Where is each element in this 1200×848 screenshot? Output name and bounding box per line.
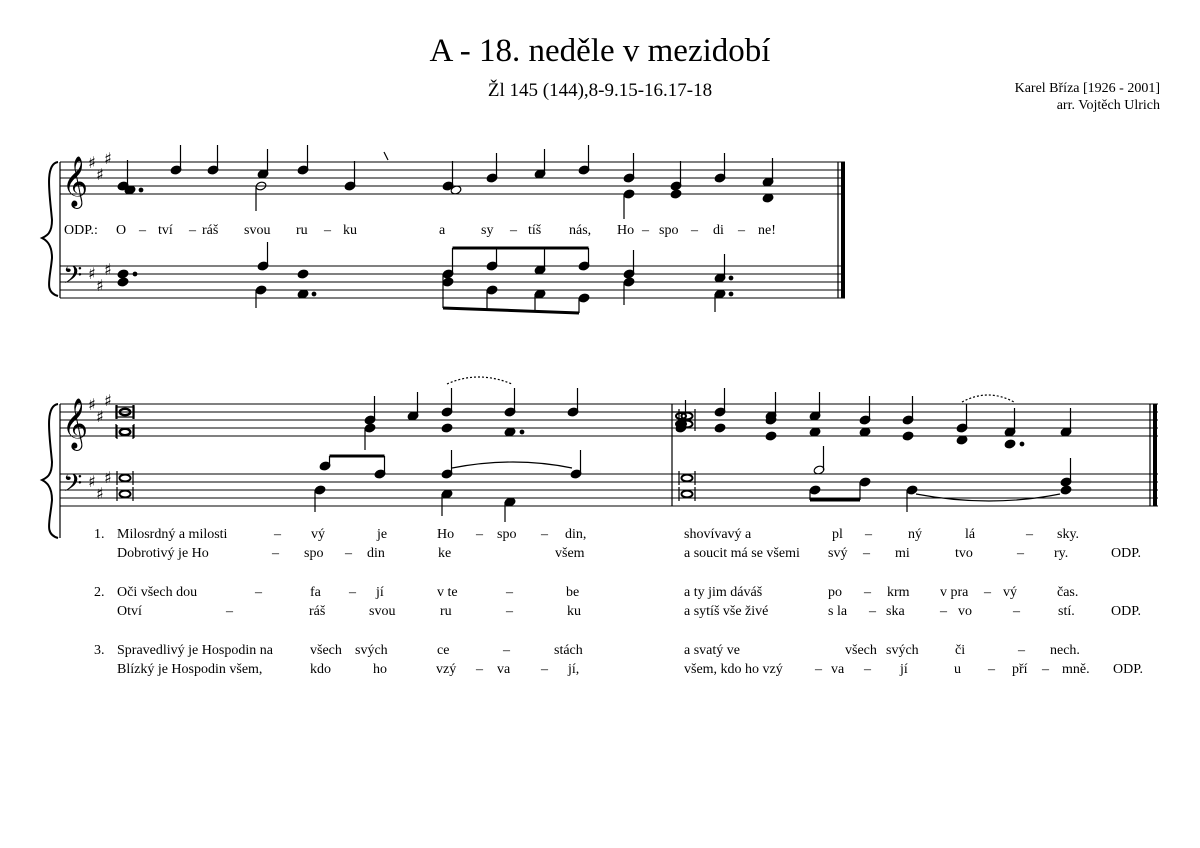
lyric-syllable: ráš — [202, 223, 219, 238]
svg-text:♯: ♯ — [88, 153, 96, 172]
svg-text:♯: ♯ — [88, 472, 96, 491]
svg-text:♯: ♯ — [104, 391, 112, 410]
verse-text: – — [1017, 546, 1024, 561]
verse-text: sky. — [1057, 527, 1080, 542]
verse-text: v pra — [940, 585, 969, 600]
verse-text: din, — [565, 527, 587, 542]
verse-text: va — [831, 662, 845, 677]
brace-icon — [42, 404, 58, 538]
verse-text: mně. — [1062, 662, 1090, 677]
verse-number: 3. — [94, 643, 105, 658]
svg-text:♯: ♯ — [104, 260, 112, 279]
verse-text: – — [940, 604, 947, 619]
response-label: ODP.: — [64, 223, 98, 238]
verse-text: ný — [908, 527, 922, 542]
verse-text: – — [865, 527, 872, 542]
arranger-name: arr. Vojtěch Ulrich — [1056, 98, 1160, 113]
lyric-syllable: – — [642, 223, 649, 238]
verse-text: – — [255, 585, 262, 600]
bass-clef-icon: 𝄢 — [63, 261, 83, 296]
brace-icon — [42, 162, 58, 296]
treble-notes-1 — [117, 145, 774, 219]
verse-text: – — [503, 643, 510, 658]
lyric-syllable: – — [324, 223, 331, 238]
verse-text: – — [541, 527, 548, 542]
lyric-syllable: ku — [343, 223, 357, 238]
key-signature-treble — [88, 391, 112, 426]
verse-text: Milosrdný a milosti — [117, 527, 228, 542]
verse-text: svou — [369, 604, 396, 619]
lyric-syllable: – — [510, 223, 517, 238]
verse-text: po — [828, 585, 842, 600]
treble-notes-2 — [116, 388, 871, 441]
verse-text: pří — [1012, 662, 1028, 677]
treble-clef-icon: 𝄞 — [62, 398, 89, 449]
verse-text: – — [506, 585, 513, 600]
verse-text: jí — [376, 585, 384, 600]
response-cue: ODP. — [1111, 604, 1141, 619]
verse-text: – — [541, 662, 548, 677]
verse-text: svý — [828, 546, 848, 561]
verse-text: be — [566, 585, 580, 600]
lyric-syllable: nás, — [569, 223, 592, 238]
verse-text: Dobrotivý je Ho — [117, 546, 209, 561]
verse-text: – — [863, 546, 870, 561]
verse-text: a svatý ve — [684, 643, 740, 658]
verse-text: lá — [965, 527, 976, 542]
verse-text: mi — [895, 546, 910, 561]
verse-text: Spravedlivý je Hospodin na — [117, 643, 273, 658]
lyric-syllable: – — [139, 223, 146, 238]
verse-text: – — [345, 546, 352, 561]
verse-text: – — [869, 604, 876, 619]
verse-text: v te — [437, 585, 458, 600]
lyric-syllable: – — [691, 223, 698, 238]
psalm-reference: Žl 145 (144),8-9.15-16.17-18 — [487, 80, 713, 101]
verse-text: stách — [554, 643, 583, 658]
verse-text: – — [476, 527, 483, 542]
verse-text: všem — [555, 546, 585, 561]
verse-text: Ho — [437, 527, 455, 542]
page-title: A - 18. neděle v mezidobí — [429, 33, 771, 69]
verse-text: stí. — [1058, 604, 1075, 619]
verse-text: ho — [373, 662, 387, 677]
verse-text: ráš — [309, 604, 326, 619]
verse-text: – — [226, 604, 233, 619]
verse-text: jí — [900, 662, 908, 677]
verse-text: ce — [437, 643, 450, 658]
verse-text: spo — [304, 546, 324, 561]
verse-text: – — [349, 585, 356, 600]
lyric-syllable: a — [439, 223, 446, 238]
lyric-syllable: ne! — [758, 223, 776, 238]
svg-text:♯: ♯ — [104, 149, 112, 168]
verse-text: tvo — [955, 546, 973, 561]
lyric-syllable: O — [116, 223, 127, 238]
verse-text: všem, kdo ho vzý — [684, 662, 783, 677]
verse-text: jí, — [568, 662, 580, 677]
verse-text: – — [272, 546, 279, 561]
verse-text: u — [954, 662, 961, 677]
verse-text: pl — [832, 527, 843, 542]
lyric-syllable: Ho — [617, 223, 635, 238]
verse-text: – — [984, 585, 991, 600]
response-cue: ODP. — [1111, 546, 1141, 561]
verse-text: Otví — [117, 604, 142, 619]
verse-text: ry. — [1054, 546, 1069, 561]
verse-text: – — [1018, 643, 1025, 658]
verse-text: va — [497, 662, 511, 677]
svg-text:♯: ♯ — [96, 276, 104, 295]
response-cue: ODP. — [1113, 662, 1143, 677]
verse-text: – — [988, 662, 995, 677]
verse-text: vo — [958, 604, 972, 619]
lyric-syllable: di — [713, 223, 724, 238]
svg-text:♯: ♯ — [88, 395, 96, 414]
verse-number: 1. — [94, 527, 105, 542]
verse-text: – — [864, 662, 871, 677]
lyric-syllable: – — [189, 223, 196, 238]
verse-text: vý — [311, 527, 325, 542]
verse-text: – — [1042, 662, 1049, 677]
verse-text: kdo — [310, 662, 331, 677]
verse-text: všech — [310, 643, 342, 658]
key-signature-treble — [88, 149, 112, 184]
verse-number: 2. — [94, 585, 105, 600]
verse-text: shovívavý a — [684, 527, 752, 542]
svg-text:♯: ♯ — [104, 468, 112, 487]
treble-clef-icon: 𝄞 — [62, 156, 89, 207]
bass-clef-icon: 𝄢 — [63, 469, 83, 504]
treble-notes-measure-2 — [902, 395, 1072, 449]
lyric-syllable: tíš — [528, 223, 542, 238]
verse-text: Oči všech dou — [117, 585, 198, 600]
verse-text: din — [367, 546, 385, 561]
verse-text: a ty jim dáváš — [684, 585, 763, 600]
treble-staff — [60, 404, 1158, 436]
verse-text: fa — [310, 585, 321, 600]
composer-name: Karel Bříza [1926 - 2001] — [1014, 81, 1160, 96]
verse-text: nech. — [1050, 643, 1080, 658]
verse-text: – — [1013, 604, 1020, 619]
verse-text: ke — [438, 546, 452, 561]
lyric-syllable: ru — [296, 223, 308, 238]
lyric-syllable: tví — [158, 223, 173, 238]
verse-text: svých — [886, 643, 919, 658]
verse-text: krm — [887, 585, 910, 600]
lyric-syllable: spo — [659, 223, 679, 238]
verse-text: – — [506, 604, 513, 619]
verse-text: svých — [355, 643, 388, 658]
verse-text: – — [1026, 527, 1033, 542]
verse-text: ru — [440, 604, 452, 619]
verse-text: – — [274, 527, 281, 542]
lyric-syllable: – — [738, 223, 745, 238]
verse-text: – — [476, 662, 483, 677]
verse-text: spo — [497, 527, 517, 542]
verse-text: čas. — [1057, 585, 1079, 600]
verse-text: Blízký je Hospodin všem, — [117, 662, 263, 677]
verse-text: a sytíš vše živé — [684, 604, 769, 619]
verse-text: vý — [1003, 585, 1017, 600]
svg-text:♯: ♯ — [96, 165, 104, 184]
verse-text: ska — [886, 604, 905, 619]
verse-text: – — [864, 585, 871, 600]
svg-text:♯: ♯ — [96, 407, 104, 426]
verse-text: ku — [567, 604, 581, 619]
verse-text: a soucit má se všemi — [684, 546, 800, 561]
svg-text:♯: ♯ — [96, 484, 104, 503]
verse-text: s la — [828, 604, 848, 619]
svg-text:♯: ♯ — [88, 264, 96, 283]
lyric-syllable: sy — [481, 223, 494, 238]
system-2 — [42, 404, 1158, 538]
verse-text: – — [815, 662, 822, 677]
verse-text: je — [377, 527, 388, 542]
verse-text: či — [955, 643, 966, 658]
bass-notes-1 — [117, 242, 733, 313]
verse-text: vzý — [436, 662, 457, 677]
system-2-music — [117, 377, 1072, 522]
lyric-syllable: svou — [244, 223, 271, 238]
verse-text: všech — [845, 643, 877, 658]
